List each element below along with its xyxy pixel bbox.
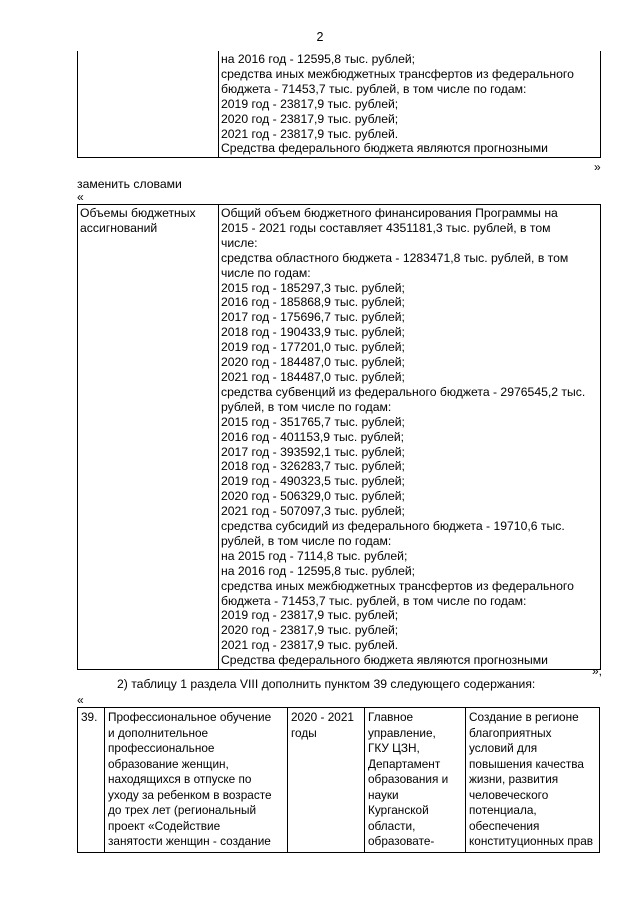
text-line: 2017 год - 393592,1 тыс. рублей; [221,444,405,459]
text-line: Создание в регионе [469,710,579,724]
text-line: благоприятных [469,725,552,740]
table-top-continuation [77,51,601,158]
text-line: проект «Содействие [108,818,221,833]
text-line: 2020 год - 506329,0 тыс. рублей; [221,489,405,504]
table-row [78,51,601,158]
text-line: Профессиональное обучение [108,710,272,724]
text-line: рублей, в том числе по годам: [221,533,392,548]
text-line: 2020 - 2021 [291,710,354,724]
text-line: 2019 год - 177201,0 тыс. рублей; [221,340,405,355]
text-line: до трех лет (региональный [108,803,257,817]
page-number: 2 [316,30,324,44]
text-line: уходу за ребенком в возрасте [108,787,272,802]
table-budget-allocations [77,204,601,670]
text-line: условий для [469,741,538,755]
text-line: числе: [221,235,258,250]
text-line: 2015 год - 351765,7 тыс. рублей; [221,414,405,429]
text-line: 2015 год - 185297,3 тыс. рублей; [221,280,405,295]
text-line: потенциала, [469,803,537,817]
text-line: средства субсидий из федерального бюджета - 19710,6 тыс. [221,519,565,534]
text-line: области, [368,818,416,833]
text-line: занятости женщин - создание [108,834,271,848]
executor-cell [365,708,466,853]
text-line: Объемы бюджетных [80,206,196,220]
text-line: 2015 - 2021 годы составляет 4351181,3 тыс. рублей, в том [221,220,551,235]
text-line: образование женщин, [108,756,229,771]
text-line: повышения качества [469,756,584,771]
text-line: Общий объем бюджетного финансирования Программы на [221,206,558,220]
text-line: 2021 год - 23817,9 тыс. рублей. [221,638,399,653]
text-line: 2016 год - 401153,9 тыс. рублей; [221,429,405,444]
period-cell [288,708,365,853]
text-line: образования и [368,772,449,786]
table-item-39 [77,707,600,853]
opening-quote: « [77,693,84,707]
text-line: ассигнований [80,220,158,235]
text-line: 2021 год - 507097,3 тыс. рублей; [221,504,405,519]
text-line: на 2016 год - 12595,8 тыс. рублей; [221,52,416,66]
text-line: Главное [368,710,414,724]
text-line: 2019 год - 490323,5 тыс. рублей; [221,474,405,489]
text-line: рублей, в том числе по годам: [221,399,392,414]
item-number-cell: 39. [78,708,105,853]
result-cell [466,708,600,853]
text-line: находящихся в отпуске по [108,772,252,786]
text-line: средства иных межбюджетных трансфертов из федерального [221,66,574,81]
text-line: науки [368,787,399,802]
text-line: 2019 год - 23817,9 тыс. рублей; [221,608,399,623]
text-line: 2018 год - 326283,7 тыс. рублей; [221,459,405,474]
text-line: конституционных прав [469,834,594,848]
text-line: ГКУ ЦЗН, [368,741,420,755]
text-cell [219,51,601,158]
text-line: бюджета - 71453,7 тыс. рублей, в том числе по годам: [221,81,527,96]
text-line: средства областного бюджета - 1283471,8 тыс. рублей, в том [221,250,569,265]
text-line: и дополнительное [108,725,209,740]
text-line: числе по годам: [221,265,311,280]
opening-quote: « [77,190,84,204]
closing-quote: »; [592,664,603,678]
text-line: 2020 год - 23817,9 тыс. рублей; [221,111,399,126]
text-line: 2018 год - 190433,9 тыс. рублей; [221,325,405,340]
text-line: 2017 год - 175696,7 тыс. рублей; [221,310,405,325]
text-line: образовате- [368,834,435,848]
text-line: бюджета - 71453,7 тыс. рублей, в том числе по годам: [221,593,527,608]
text-line: обеспечения [469,818,540,833]
text-line: 2021 год - 184487,0 тыс. рублей; [221,369,405,384]
text-line: Средства федерального бюджета являются прогнозными [221,141,548,156]
item-2-text: 2) таблицу 1 раздела VIII дополнить пунктом 39 следующего содержания: [117,677,536,691]
text-line: средства субвенций из федерального бюджета - 2976545,2 тыс. [221,384,586,399]
text-line: Департамент [368,756,441,771]
text-line: Курганской [368,803,429,817]
measure-cell [105,708,288,853]
text-line: человеческого [469,787,549,802]
table-row [78,205,601,670]
text-line: профессиональное [108,741,215,755]
empty-label-cell [78,51,219,158]
text-line: 2019 год - 23817,9 тыс. рублей; [221,96,399,111]
text-line: Средства федерального бюджета являются прогнозными [221,653,548,668]
text-line: годы [291,725,317,740]
text-line: на 2016 год - 12595,8 тыс. рублей; [221,563,416,578]
label-cell [78,205,219,670]
closing-quote: » [594,160,601,174]
text-line: 2020 год - 23817,9 тыс. рублей; [221,623,399,638]
text-line: средства иных межбюджетных трансфертов из федерального [221,578,574,593]
text-line: управление, [368,725,436,740]
text-cell [219,205,601,670]
text-line: 2016 год - 185868,9 тыс. рублей; [221,295,405,310]
text-line: жизни, развития [469,772,559,786]
text-line: 2020 год - 184487,0 тыс. рублей; [221,355,405,370]
text-line: 2021 год - 23817,9 тыс. рублей. [221,126,399,141]
text-line: на 2015 год - 7114,8 тыс. рублей; [221,548,408,563]
table-row [78,708,600,853]
replace-phrase: заменить словами [77,177,182,191]
